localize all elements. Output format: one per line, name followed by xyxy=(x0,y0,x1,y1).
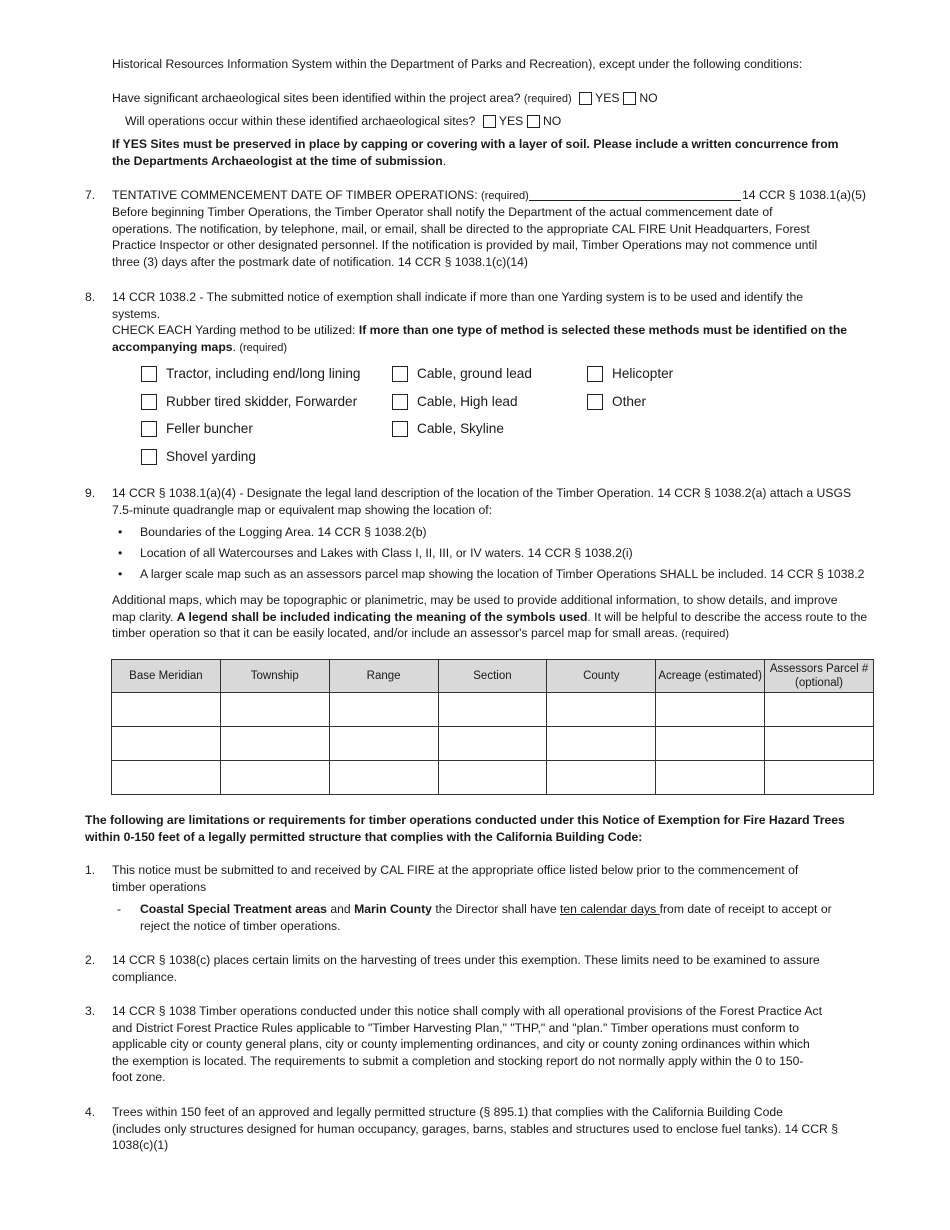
table-cell[interactable] xyxy=(765,693,874,727)
yarding-label: Cable, High lead xyxy=(417,394,518,409)
item-8-check-line-2 xyxy=(112,339,872,357)
item-9-para-line-3 xyxy=(112,625,872,643)
item-8-check-prefix: CHECK EACH Yarding method to be utilized: xyxy=(112,323,359,337)
table-cell[interactable] xyxy=(220,727,329,761)
bullet-icon: • xyxy=(118,567,123,581)
item-9-bullet: Location of all Watercourses and Lakes with Class I, II, III, or IV waters. 14 CCR § 1038.2(i) xyxy=(140,546,633,560)
table-cell[interactable] xyxy=(656,693,765,727)
limit-3-text xyxy=(112,1003,872,1086)
limit-line: foot zone. xyxy=(112,1070,166,1084)
required-tag: (required) xyxy=(523,93,572,105)
item-7-required: (required) xyxy=(481,190,529,202)
question-operations-text: Will operations occur within these identified archaeological sites? xyxy=(125,114,476,128)
item-9-para-2a: map clarity. xyxy=(112,609,177,624)
item-9-line-1: 14 CCR § 1038.1(a)(4) - Designate the legal land description of the location of the Timber Operation. 14 CCR § 1038.2(a) attach a USGS xyxy=(112,486,852,500)
table-cell[interactable] xyxy=(656,761,765,795)
table-cell[interactable] xyxy=(220,761,329,795)
item-8-number: 8. xyxy=(85,290,96,304)
dash-icon: - xyxy=(117,902,122,916)
yarding-option-cable-skyline[interactable] xyxy=(392,421,504,438)
yarding-checkbox[interactable] xyxy=(392,366,408,382)
yarding-label: Shovel yarding xyxy=(166,449,256,464)
yarding-label: Tractor, including end/long lining xyxy=(166,366,361,381)
item-8-check-line xyxy=(112,322,872,339)
table-row xyxy=(112,761,874,795)
yes-note xyxy=(112,136,857,169)
coastal-note xyxy=(140,901,875,934)
column-header: Base Meridian xyxy=(112,660,221,693)
bullet-icon: • xyxy=(118,546,123,560)
question-sites-text: Have significant archaeological sites been identified within the project area? xyxy=(112,91,521,105)
item-8-check-end: . xyxy=(232,339,236,354)
item-8-text xyxy=(112,289,872,356)
yarding-option-rubber-tired-skidder[interactable] xyxy=(141,394,357,411)
coastal-mid: the Director shall have xyxy=(431,902,560,916)
limit-1-text xyxy=(112,862,872,895)
column-header: Section xyxy=(438,660,547,693)
limit-line: 1038(c)(1) xyxy=(112,1138,169,1152)
table-cell[interactable] xyxy=(329,727,438,761)
question-operations xyxy=(125,113,561,130)
table-row xyxy=(112,693,874,727)
intro-line: Historical Resources Information System within the Department of Parks and Recreation), except under the following conditions: xyxy=(112,57,803,71)
table-cell[interactable] xyxy=(547,761,656,795)
item-9-number: 9. xyxy=(85,486,96,500)
item-9-para-line-1: Additional maps, which may be topographic or planimetric, may be used to provide additional information, to show details, and improve xyxy=(112,593,838,607)
yarding-label: Rubber tired skidder, Forwarder xyxy=(166,394,358,409)
limitations-heading-line-1: The following are limitations or requirements for timber operations conducted under this Notice of Exemption for Fire Hazard Trees xyxy=(85,813,845,827)
yarding-option-cable-ground-lead[interactable] xyxy=(392,366,532,383)
item-8-required: (required) xyxy=(239,341,288,354)
table-cell[interactable] xyxy=(438,693,547,727)
table-header-row xyxy=(112,660,874,693)
item-9-para-line-2 xyxy=(112,609,872,626)
table-cell[interactable] xyxy=(765,761,874,795)
table-cell[interactable] xyxy=(438,727,547,761)
limit-line: compliance. xyxy=(112,969,178,984)
item-7-title-line xyxy=(112,187,741,205)
item-7-number: 7. xyxy=(85,188,96,202)
table-cell[interactable] xyxy=(220,693,329,727)
limit-3-number: 3. xyxy=(85,1004,96,1018)
item-9-para-2-bold: A legend shall be included indicating the meaning of the symbols used xyxy=(176,609,588,624)
item-9-required: (required) xyxy=(681,628,730,640)
question-sites xyxy=(112,90,658,108)
item-9-bullet: A larger scale map such as an assessors parcel map showing the location of Timber Operations SHALL be included. 14 CCR § 1038.2 xyxy=(140,567,865,581)
item-7-title: TENTATIVE COMMENCEMENT DATE OF TIMBER OPERATIONS: xyxy=(112,188,478,202)
table-cell[interactable] xyxy=(329,693,438,727)
yarding-checkbox[interactable] xyxy=(141,394,157,410)
coastal-bold-2: Marin County xyxy=(354,902,432,916)
yarding-checkbox[interactable] xyxy=(587,394,603,410)
item-7-body-line: three (3) days after the postmark date of notification. 14 CCR § 1038.1(c)(14) xyxy=(112,254,528,269)
sites-yes-checkbox[interactable] xyxy=(579,92,592,105)
item-7-body-line: operations. The notification, by telephone, mail, or email, shall be directed to the appropriate CAL FIRE Unit Headquarters, Forest xyxy=(112,221,810,236)
item-7-citation: 14 CCR § 1038.1(a)(5) xyxy=(742,188,866,202)
column-header: Assessors Parcel # (optional) xyxy=(765,660,874,693)
yarding-checkbox[interactable] xyxy=(141,366,157,382)
yarding-label: Cable, Skyline xyxy=(417,421,504,436)
table-cell[interactable] xyxy=(329,761,438,795)
yarding-checkbox[interactable] xyxy=(392,394,408,410)
item-7-body-line: Practice Inspector or other designated personnel. If the notification is provided by mail, Timber Operations may not commence until xyxy=(112,238,818,252)
operations-no-checkbox[interactable] xyxy=(527,115,540,128)
operations-no-label: NO xyxy=(542,114,562,128)
operations-yes-checkbox[interactable] xyxy=(483,115,496,128)
yarding-option-tractor[interactable] xyxy=(141,366,360,383)
item-7-body xyxy=(112,204,872,270)
limit-line: This notice must be submitted to and received by CAL FIRE at the appropriate office listed below prior to the commencement of xyxy=(112,863,799,877)
bullet-icon: • xyxy=(118,525,123,539)
yarding-checkbox[interactable] xyxy=(587,366,603,382)
sites-yes-label: YES xyxy=(595,91,620,105)
table-cell[interactable] xyxy=(656,727,765,761)
yarding-label: Feller buncher xyxy=(166,421,253,436)
item-9-line-2: 7.5-minute quadrangle map or equivalent map showing the location of: xyxy=(112,502,493,517)
item-9-bullet: Boundaries of the Logging Area. 14 CCR § 1038.2(b) xyxy=(140,525,427,539)
coastal-and: and xyxy=(326,902,355,916)
table-cell[interactable] xyxy=(765,727,874,761)
yarding-checkbox[interactable] xyxy=(141,449,157,465)
limitations-heading xyxy=(85,812,875,845)
limit-line: the exemption is located. The requirements to submit a completion and stocking report do not normally apply within the 0 to 150- xyxy=(112,1053,804,1068)
yarding-option-shovel[interactable] xyxy=(141,449,256,466)
item-8-check-bold-1: If more than one type of method is selected these methods must be identified on the xyxy=(358,323,848,337)
item-9-paragraph xyxy=(112,592,872,643)
coastal-underlined: ten calendar days xyxy=(559,902,660,916)
coastal-end: from date of receipt to accept or xyxy=(659,902,832,916)
yarding-label: Cable, ground lead xyxy=(417,366,532,381)
column-header: Range xyxy=(329,660,438,693)
yarding-label: Helicopter xyxy=(612,366,674,381)
table-row xyxy=(112,727,874,761)
item-7-body-line: Before beginning Timber Operations, the Timber Operator shall notify the Department of the actual commencement date of xyxy=(112,205,773,219)
limitations-heading-line-2: within 0-150 feet of a legally permitted structure that complies with the California Building Code: xyxy=(85,829,643,844)
limit-4-text xyxy=(112,1104,872,1154)
table-cell[interactable] xyxy=(438,761,547,795)
limit-line: 14 CCR § 1038 Timber operations conducted under this notice shall comply with all operational provisions of the Forest Practice Act xyxy=(112,1004,822,1018)
coastal-note-line-1 xyxy=(140,901,875,918)
yes-note-bold: If YES Sites must be preserved in place by capping or covering with a layer of soil. Please include a written concurrence from the Departments Archaeologist at the time of submission xyxy=(112,137,839,168)
yes-note-end: . xyxy=(442,153,447,168)
limit-2-text xyxy=(112,952,872,985)
column-header: Township xyxy=(220,660,329,693)
land-description-table xyxy=(111,659,874,795)
item-9-text xyxy=(112,485,872,518)
limit-line: timber operations xyxy=(112,879,207,894)
item-9-para-3: timber operation so that it can be easily located, and/or include an assessor's parcel map for small areas. xyxy=(112,626,678,640)
column-header: County xyxy=(547,660,656,693)
sites-no-checkbox[interactable] xyxy=(623,92,636,105)
table-cell[interactable] xyxy=(547,727,656,761)
limit-1-number: 1. xyxy=(85,863,96,877)
item-8-line-1: 14 CCR 1038.2 - The submitted notice of exemption shall indicate if more than one Yarding system is to be used and identify the xyxy=(112,290,804,304)
table-cell[interactable] xyxy=(112,761,221,795)
column-header: Acreage (estimated) xyxy=(656,660,765,693)
yarding-checkbox[interactable] xyxy=(392,421,408,437)
coastal-bold-1: Coastal Special Treatment areas xyxy=(140,902,327,916)
limit-line: 14 CCR § 1038(c) places certain limits on the harvesting of trees under this exemption. These limits need to be examined to assure xyxy=(112,953,820,967)
limit-line: Trees within 150 feet of an approved and legally permitted structure (§ 895.1) that complies with the California Building Code xyxy=(112,1105,783,1119)
yarding-label: Other xyxy=(612,394,646,409)
yarding-checkbox[interactable] xyxy=(141,421,157,437)
item-8-line-2: systems. xyxy=(112,306,161,321)
coastal-note-line-2: reject the notice of timber operations. xyxy=(140,918,341,933)
limit-4-number: 4. xyxy=(85,1105,96,1119)
table-cell[interactable] xyxy=(112,693,221,727)
item-8-check-bold-2: accompanying maps xyxy=(112,339,233,354)
sites-no-label: NO xyxy=(639,91,658,105)
table-cell[interactable] xyxy=(547,693,656,727)
yarding-option-cable-high-lead[interactable] xyxy=(392,394,518,411)
item-9-para-2b: . It will be helpful to describe the access route to the xyxy=(587,609,868,624)
operations-yes-label: YES xyxy=(498,114,524,128)
yarding-option-feller-buncher[interactable] xyxy=(141,421,253,438)
limit-2-number: 2. xyxy=(85,953,96,967)
table-cell[interactable] xyxy=(112,727,221,761)
yarding-option-other[interactable] xyxy=(587,394,646,411)
limit-line: applicable city or county general plans, city or county implementing ordinances, and city or county zoning ordinances within which xyxy=(112,1037,810,1051)
limit-line: (includes only structures designed for human occupancy, garages, barns, stables and structures used to enclose fuel tanks). 14 CCR § xyxy=(112,1121,838,1136)
limit-line: and District Forest Practice Rules applicable to "Timber Harvesting Plan," "THP," and "plan." Timber operations must conform to xyxy=(112,1020,800,1035)
yarding-option-helicopter[interactable] xyxy=(587,366,673,383)
commencement-date-field[interactable] xyxy=(529,188,741,201)
